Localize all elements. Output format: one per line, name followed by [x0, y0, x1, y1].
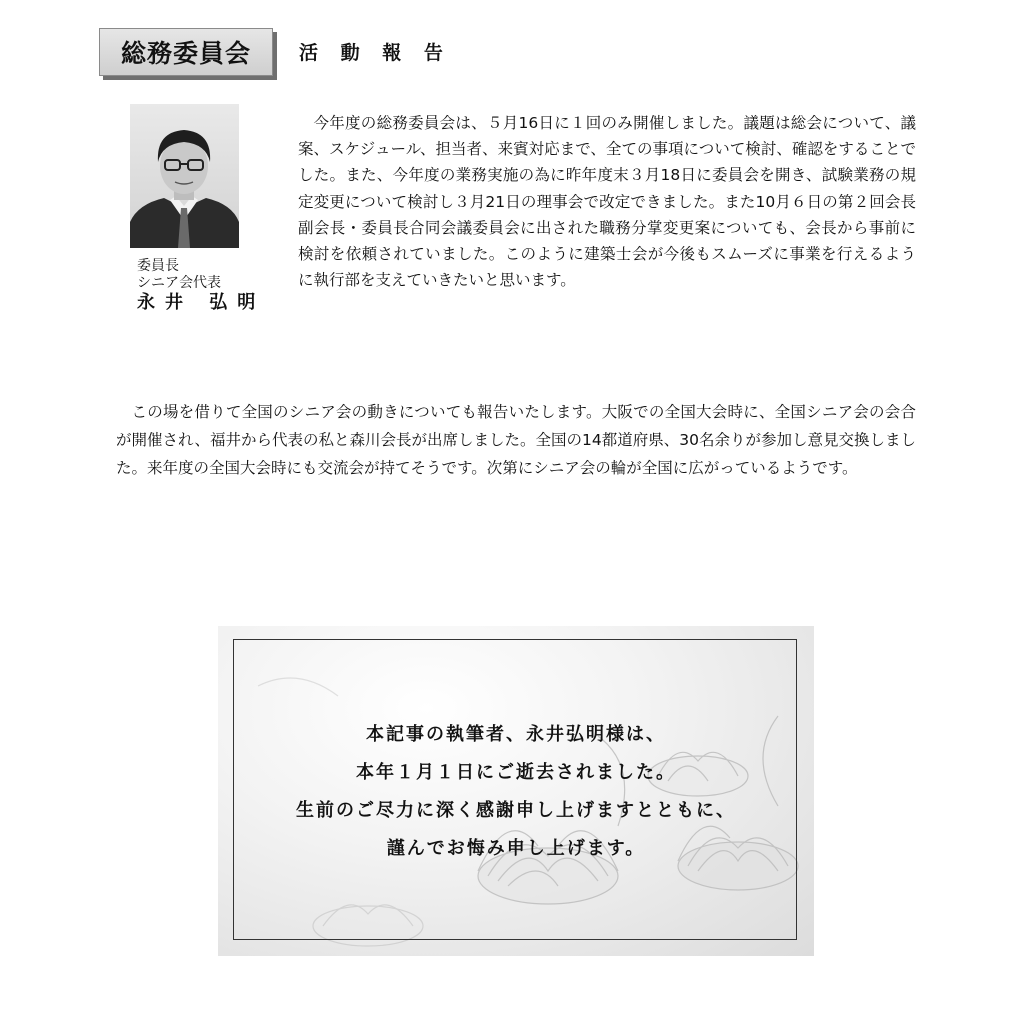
- memorial-line: 本年１月１日にご逝去されました。: [356, 762, 676, 783]
- memorial-line: 謹んでお悔み申し上げます。: [386, 838, 646, 859]
- memorial-message: [218, 716, 814, 868]
- memorial-line: 生前のご尽力に深く感謝申し上げますとともに、: [296, 800, 736, 821]
- profile-caption: [137, 258, 265, 311]
- report-paragraph-1: 今年度の総務委員会は、５月16日に１回のみ開催しました。議題は総会について、議案、スケジュール、担当者、来賓対応まで、全ての事項について検討、確認をすることでした。また、今年度の業務実施の為に昨年度末３月18日に委員会を開き、試験業務の規定変更について検討し３月21日の理事会で改定できました。また10月６日の第２回会長副会長・委員長合同会議委員会に出された職務分掌変更案についても、会長から事前に検討を依頼されていました。このように建築士会が今後もスムーズに事業を行えるように執行部を支えていきたいと思います。: [298, 114, 916, 290]
- memorial-line: 本記事の執筆者、永井弘明様は、: [366, 724, 666, 745]
- profile-affiliation: シニア会代表: [137, 275, 221, 291]
- portrait-photo: [130, 104, 239, 248]
- profile-name: 永井 弘明: [137, 292, 266, 313]
- report-title: 活 動 報 告: [299, 42, 451, 64]
- profile-role: 委員長: [137, 258, 179, 274]
- report-paragraph-2: この場を借りて全国のシニア会の動きについても報告いたします。大阪での全国大会時に、全国シニア会の会合が開催され、福井から代表の私と森川会長が出席しました。全国の14都道府県、30名余りが参加し意見交換しました。来年度の全国大会時にも交流会が持てそうです。次第にシニア会の輪が全国に広がっているようです。: [116, 403, 916, 477]
- section-label: 総務委員会: [99, 28, 273, 76]
- memorial-notice: [218, 626, 814, 956]
